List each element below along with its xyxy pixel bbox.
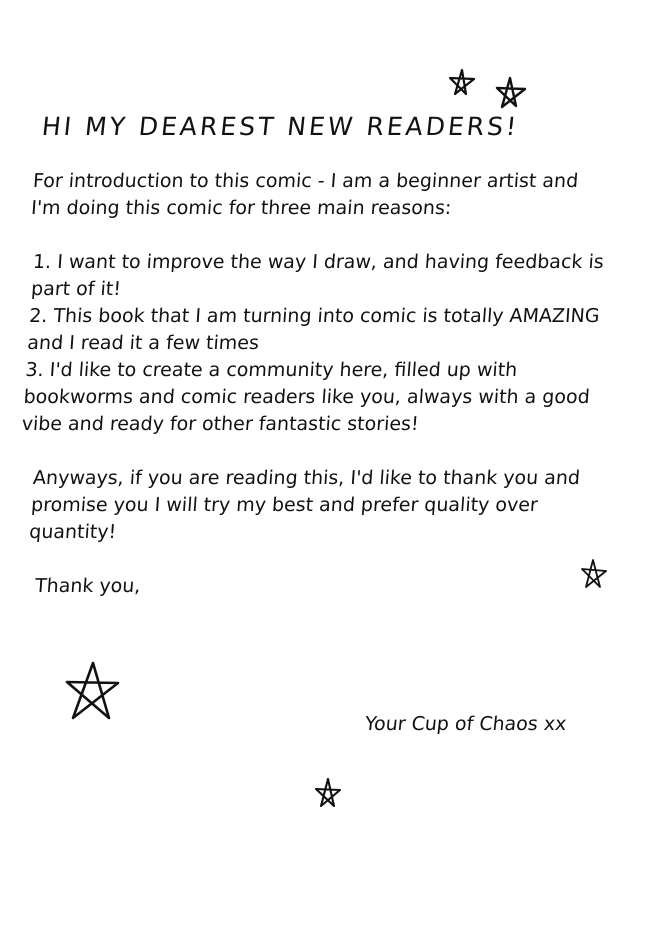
intro-line: For introduction to this comic - I am a beginner artist and [32, 170, 579, 192]
thank-you-line: Thank you, [34, 575, 142, 597]
closing-line: promise you I will try my best and prefer quality over [30, 494, 539, 516]
star-icon [494, 76, 528, 110]
reason-line: and I read it a few times [26, 332, 260, 354]
intro-paragraph [30, 168, 579, 222]
reason-line: part of it! [30, 278, 122, 300]
letter-heading: HI MY DEAREST NEW READERS! [40, 112, 521, 141]
closing-paragraph [28, 465, 581, 546]
reasons-list [21, 249, 605, 438]
reason-line: 1. I want to improve the way I draw, and having feedback is [32, 251, 605, 273]
star-icon [580, 558, 608, 590]
star-icon [313, 777, 343, 809]
reason-line: 3. I'd like to create a community here, filled up with [24, 359, 519, 381]
star-icon [447, 68, 477, 98]
closing-line: quantity! [28, 521, 117, 543]
signature: Your Cup of Chaos xx [363, 713, 568, 735]
intro-line: I'm doing this comic for three main reasons: [30, 197, 453, 219]
reason-line: 2. This book that I am turning into comic is totally AMAZING [28, 305, 601, 327]
closing-line: Anyways, if you are reading this, I'd like to thank you and [32, 467, 581, 489]
star-icon [63, 660, 121, 722]
reason-line: bookworms and comic readers like you, always with a good [22, 386, 591, 408]
reason-line: vibe and ready for other fantastic stories! [20, 413, 420, 435]
